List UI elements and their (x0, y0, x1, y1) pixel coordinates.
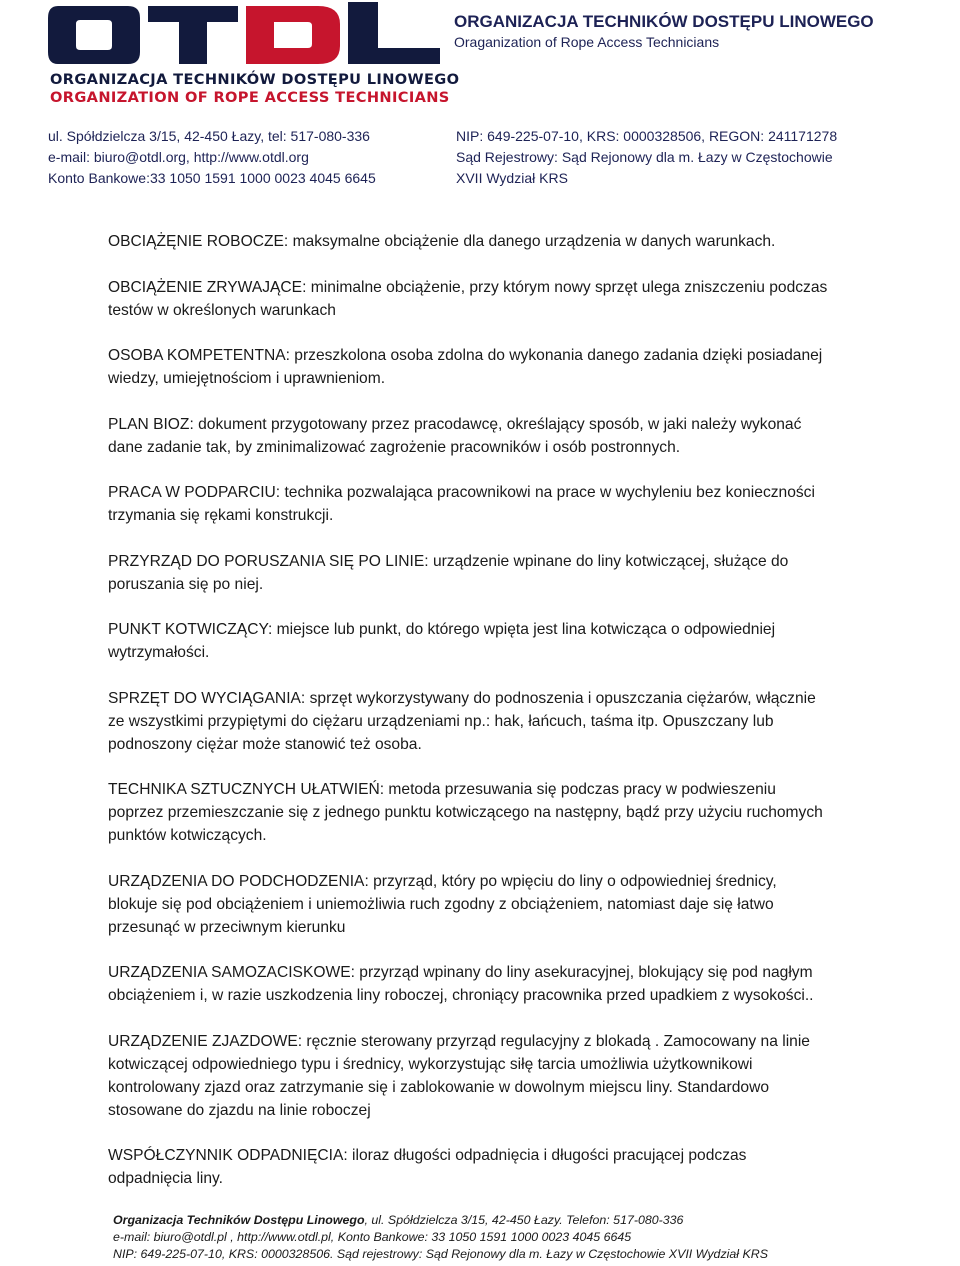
definition-term: PUNKT KOTWICZĄCY: (108, 621, 273, 638)
definition-item (108, 481, 828, 527)
definition-term: PRACA W PODPARCIU: (108, 484, 281, 501)
logo-letter-o (48, 6, 140, 64)
logo-letter-l (348, 2, 440, 64)
definition-item (108, 413, 828, 459)
logo-letter-d (246, 6, 340, 64)
org-name-pl: ORGANIZACJA TECHNIKÓW DOSTĘPU LINOWEGO (50, 71, 460, 88)
otdl-logo (48, 2, 440, 68)
definition-item (108, 1144, 828, 1190)
definition-term: WSPÓŁCZYNNIK ODPADNIĘCIA: (108, 1147, 348, 1164)
definition-item (108, 550, 828, 596)
header-subtitle: Oraganization of Rope Access Technicians (454, 34, 720, 50)
contact-left (48, 126, 376, 189)
definition-body: przyrząd, który po wpięciu do liny o odpowiedniej średnicy, blokuje się pod obciążeniem i uniemożliwia ruch zgodny z obciążeniem, natomiast daje się łatwo przesunąć w przeciwnym kierunku (108, 872, 777, 936)
definition-term: TECHNIKA SZTUCZNYCH UŁATWIEŃ: (108, 781, 385, 798)
definition-item (108, 344, 828, 390)
registry-department: XVII Wydział KRS (456, 170, 568, 186)
definition-item (108, 961, 828, 1007)
definition-body: ręcznie sterowany przyrząd regulacyjny z blokadą . Zamocowany na linie kotwiczącej odpowiedniego typu i średnicy, wykorzystując siłę tarcia umożliwia użytkownikowi kontrolowany zjazd oraz zatrzymanie się i zablokowanie w dowolnym miejscu liny. Standardowo stosowane do zjazdu na linie roboczej (108, 1032, 810, 1119)
definition-body: sprzęt wykorzystywany do podnoszenia i opuszczania ciężarów, włącznie ze wszystkimi przypiętymi do ciężaru urządzeniami np.: hak, łańcuch, taśma itp. Opuszczany lub podnoszony ciężar może stanowić też osoba. (108, 689, 816, 753)
definition-body: minimalne obciążenie, przy którym nowy sprzęt ulega zniszczeniu podczas testów w określonych warunkach (108, 278, 828, 319)
definition-body: dokument przygotowany przez pracodawcę, określający sposób, w jaki należy wykonać dane zadanie tak, by zminimalizować zagrożenie pracowników i osób postronnych. (108, 415, 802, 456)
logo-letter-t (148, 6, 238, 64)
definitions-list (108, 230, 828, 1213)
definition-item (108, 778, 828, 847)
definition-body: przeszkolona osoba zdolna do wykonania danego zadania dzięki posiadanej wiedzy, umiejętnościom i uprawnieniom. (108, 347, 823, 387)
page-footer (113, 1212, 768, 1263)
definition-item (108, 618, 828, 664)
footer-address: , ul. Spółdzielcza 3/15, 42-450 Łazy. Telefon: 517-080-336 (364, 1213, 684, 1227)
definition-body: maksymalne obciążenie dla danego urządzenia w danych warunkach. (288, 233, 776, 250)
footer-line-contact: e-mail: biuro@otdl.pl , http://www.otdl.pl, Konto Bankowe: 33 1050 1591 1000 0023 4045 6645 (113, 1230, 632, 1244)
definition-body: urządzenie wpinane do liny kotwiczącej, służące do poruszania się po niej. (108, 552, 789, 593)
footer-org-name: Organizacja Techników Dostępu Linowego (113, 1213, 365, 1227)
definition-item (108, 1030, 828, 1122)
contact-email: e-mail: biuro@otdl.org, http://www.otdl.org (48, 149, 309, 165)
header-title: ORGANIZACJA TECHNIKÓW DOSTĘPU LINOWEGO (454, 12, 874, 31)
definition-body: technika pozwalająca pracownikowi na prace w wychyleniu bez konieczności trzymania się rękami konstrukcji. (108, 484, 815, 524)
definition-term: PLAN BIOZ: (108, 415, 194, 433)
registry-court: Sąd Rejestrowy: Sąd Rejonowy dla m. Łazy w Częstochowie (456, 149, 833, 165)
definition-body: miejsce lub punkt, do którego wpięta jest lina kotwicząca o odpowiedniej wytrzymałości. (108, 621, 776, 661)
definition-term: OBCIĄŻENIE ZRYWAJĄCE: (108, 278, 307, 296)
definition-item (108, 687, 828, 756)
definition-item (108, 276, 828, 322)
definition-term: URZĄDZENIA SAMOZACISKOWE: (108, 964, 355, 981)
org-name-en: ORGANIZATION OF ROPE ACCESS TECHNICIANS (50, 89, 450, 106)
footer-line-address (113, 1212, 768, 1229)
definition-term: URZĄDZENIA DO PODCHODZENIA: (108, 872, 369, 890)
registry-numbers: NIP: 649-225-07-10, KRS: 0000328506, REGON: 241171278 (456, 128, 838, 144)
footer-line-registry: NIP: 649-225-07-10, KRS: 0000328506. Sąd rejestrowy: Sąd Rejonowy dla m. Łazy w Częstochowie XVII Wydział KRS (113, 1247, 768, 1261)
definition-body: przyrząd wpinany do liny asekuracyjnej, blokujący się pod nagłym obciążeniem i, w razie uszkodzenia liny roboczej, chroniący pracownika przed upadkiem z wysokości.. (108, 964, 814, 1004)
definition-body: metoda przesuwania się podczas pracy w podwieszeniu poprzez przemieszczanie się z jednego punktu kotwiczącego na następny, bądź przy użyciu ruchomych punktów kotwiczących. (108, 781, 823, 844)
definition-term: URZĄDZENIE ZJAZDOWE: (108, 1032, 303, 1050)
definition-term: SPRZĘT DO WYCIĄGANIA: (108, 689, 306, 707)
definition-body: iloraz długości odpadnięcia i długości pracującej podczas odpadnięcia liny. (108, 1147, 747, 1187)
definition-item (108, 870, 828, 939)
contact-right (456, 126, 837, 189)
contact-address: ul. Spółdzielcza 3/15, 42-450 Łazy, tel: 517-080-336 (48, 128, 370, 144)
definition-item (108, 230, 828, 253)
definition-term: OSOBA KOMPETENTNA: (108, 347, 290, 364)
contact-bank-account: Konto Bankowe:33 1050 1591 1000 0023 4045 6645 (48, 170, 376, 186)
definition-term: PRZYRZĄD DO PORUSZANIA SIĘ PO LINIE: (108, 552, 429, 570)
definition-term: OBCIĄŻĘNIE ROBOCZE: (108, 233, 289, 250)
logo-org-names (50, 71, 470, 107)
